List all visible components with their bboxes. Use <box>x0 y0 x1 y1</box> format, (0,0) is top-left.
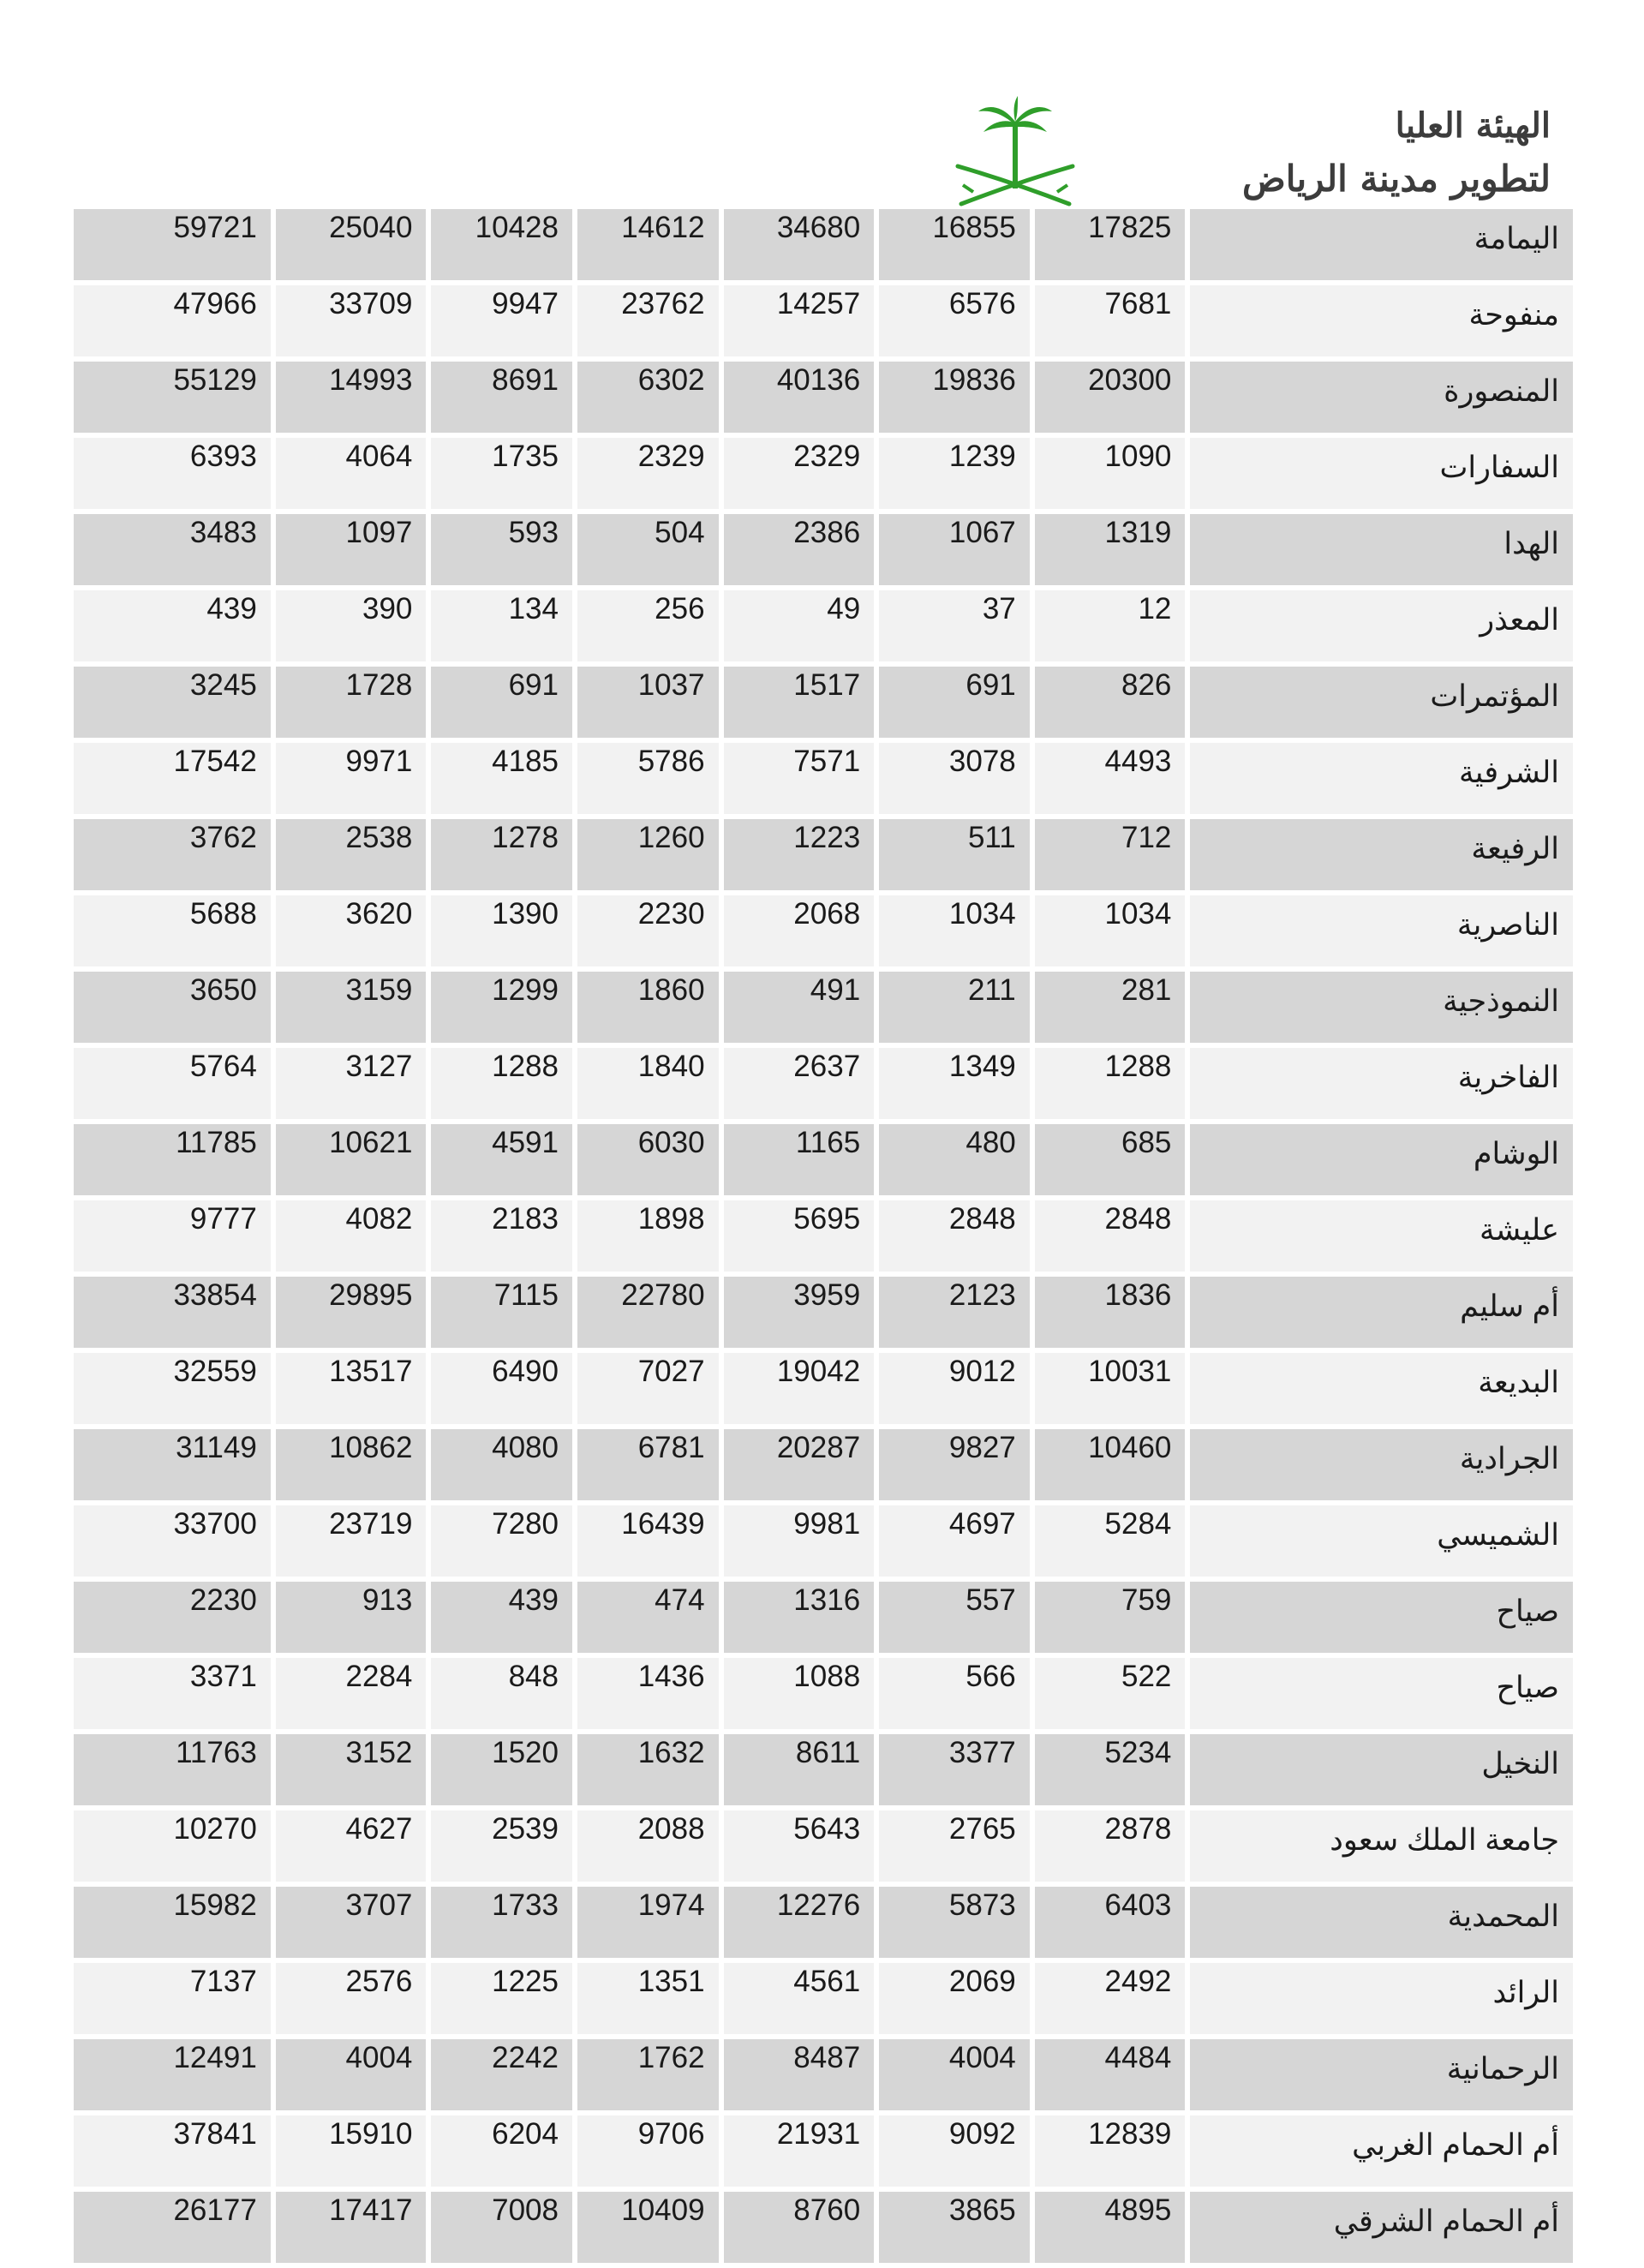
value-cell: 4484 <box>1035 2039 1186 2110</box>
value-cell: 2386 <box>724 514 875 585</box>
value-cell: 12 <box>1035 590 1186 661</box>
value-cell: 7008 <box>431 2192 572 2263</box>
value-cell: 12839 <box>1035 2115 1186 2187</box>
table-row <box>74 1429 1573 1500</box>
district-name-cell: البديعة <box>1190 1353 1573 1424</box>
value-cell: 685 <box>1035 1124 1186 1195</box>
value-cell: 7280 <box>431 1505 572 1577</box>
value-cell: 2878 <box>1035 1810 1186 1882</box>
district-name-cell: الجرادية <box>1190 1429 1573 1500</box>
value-cell: 2230 <box>577 895 719 966</box>
district-name-cell: الوشام <box>1190 1124 1573 1195</box>
value-cell: 3620 <box>276 895 427 966</box>
value-cell: 511 <box>879 819 1030 890</box>
value-cell: 4064 <box>276 438 427 509</box>
table-row <box>74 2039 1573 2110</box>
value-cell: 2088 <box>577 1810 719 1882</box>
district-name-cell: المنصورة <box>1190 362 1573 433</box>
value-cell: 2069 <box>879 1963 1030 2034</box>
value-cell: 2183 <box>431 1200 572 1272</box>
table-row <box>74 438 1573 509</box>
table-row <box>74 667 1573 738</box>
value-cell: 1034 <box>879 895 1030 966</box>
value-cell: 4591 <box>431 1124 572 1195</box>
value-cell: 10409 <box>577 2192 719 2263</box>
value-cell: 9092 <box>879 2115 1030 2187</box>
value-cell: 6403 <box>1035 1887 1186 1958</box>
value-cell: 3377 <box>879 1734 1030 1805</box>
value-cell: 2068 <box>724 895 875 966</box>
value-cell: 49 <box>724 590 875 661</box>
value-cell: 6393 <box>74 438 271 509</box>
value-cell: 1278 <box>431 819 572 890</box>
value-cell: 10031 <box>1035 1353 1186 1424</box>
district-name-cell: الهدا <box>1190 514 1573 585</box>
value-cell: 474 <box>577 1582 719 1653</box>
value-cell: 691 <box>431 667 572 738</box>
value-cell: 6576 <box>879 285 1030 356</box>
page-header <box>951 93 1551 212</box>
table-row <box>74 743 1573 814</box>
value-cell: 10862 <box>276 1429 427 1500</box>
value-cell: 6490 <box>431 1353 572 1424</box>
value-cell: 3650 <box>74 972 271 1043</box>
table-row <box>74 1048 1573 1119</box>
value-cell: 134 <box>431 590 572 661</box>
value-cell: 10621 <box>276 1124 427 1195</box>
value-cell: 848 <box>431 1658 572 1729</box>
value-cell: 5764 <box>74 1048 271 1119</box>
table-row <box>74 819 1573 890</box>
value-cell: 759 <box>1035 1582 1186 1653</box>
table-row <box>74 1277 1573 1348</box>
value-cell: 4080 <box>431 1429 572 1500</box>
value-cell: 4895 <box>1035 2192 1186 2263</box>
value-cell: 5695 <box>724 1200 875 1272</box>
value-cell: 12276 <box>724 1887 875 1958</box>
value-cell: 14612 <box>577 209 719 280</box>
value-cell: 25040 <box>276 209 427 280</box>
value-cell: 17417 <box>276 2192 427 2263</box>
value-cell: 9777 <box>74 1200 271 1272</box>
value-cell: 1351 <box>577 1963 719 2034</box>
value-cell: 8760 <box>724 2192 875 2263</box>
table-row <box>74 972 1573 1043</box>
value-cell: 2230 <box>74 1582 271 1653</box>
district-name-cell: عليشة <box>1190 1200 1573 1272</box>
district-name-cell: النموذجية <box>1190 972 1573 1043</box>
district-name-cell: جامعة الملك سعود <box>1190 1810 1573 1882</box>
district-name-cell: اليمامة <box>1190 209 1573 280</box>
value-cell: 32559 <box>74 1353 271 1424</box>
value-cell: 593 <box>431 514 572 585</box>
value-cell: 59721 <box>74 209 271 280</box>
value-cell: 12491 <box>74 2039 271 2110</box>
value-cell: 1067 <box>879 514 1030 585</box>
district-name-cell: المحمدية <box>1190 1887 1573 1958</box>
value-cell: 1520 <box>431 1734 572 1805</box>
value-cell: 11785 <box>74 1124 271 1195</box>
district-name-cell: أم الحمام الغربي <box>1190 2115 1573 2187</box>
value-cell: 7137 <box>74 1963 271 2034</box>
value-cell: 15982 <box>74 1887 271 1958</box>
district-name-cell: أم سليم <box>1190 1277 1573 1348</box>
value-cell: 1223 <box>724 819 875 890</box>
value-cell: 1974 <box>577 1887 719 1958</box>
value-cell: 33700 <box>74 1505 271 1577</box>
value-cell: 3865 <box>879 2192 1030 2263</box>
value-cell: 1390 <box>431 895 572 966</box>
value-cell: 14993 <box>276 362 427 433</box>
value-cell: 47966 <box>74 285 271 356</box>
table-row <box>74 285 1573 356</box>
value-cell: 7681 <box>1035 285 1186 356</box>
value-cell: 37841 <box>74 2115 271 2187</box>
value-cell: 2765 <box>879 1810 1030 1882</box>
value-cell: 1239 <box>879 438 1030 509</box>
table-row <box>74 1582 1573 1653</box>
value-cell: 11763 <box>74 1734 271 1805</box>
value-cell: 10270 <box>74 1810 271 1882</box>
value-cell: 826 <box>1035 667 1186 738</box>
table-row <box>74 1734 1573 1805</box>
value-cell: 1165 <box>724 1124 875 1195</box>
table-row <box>74 362 1573 433</box>
value-cell: 13517 <box>276 1353 427 1424</box>
district-name-cell: الرحمانية <box>1190 2039 1573 2110</box>
table-row <box>74 209 1573 280</box>
value-cell: 21931 <box>724 2115 875 2187</box>
table-row <box>74 1658 1573 1729</box>
district-name-cell: المعذر <box>1190 590 1573 661</box>
value-cell: 3959 <box>724 1277 875 1348</box>
value-cell: 1090 <box>1035 438 1186 509</box>
value-cell: 6302 <box>577 362 719 433</box>
value-cell: 17542 <box>74 743 271 814</box>
value-cell: 8611 <box>724 1734 875 1805</box>
value-cell: 913 <box>276 1582 427 1653</box>
value-cell: 439 <box>74 590 271 661</box>
value-cell: 23762 <box>577 285 719 356</box>
value-cell: 1728 <box>276 667 427 738</box>
value-cell: 40136 <box>724 362 875 433</box>
value-cell: 1316 <box>724 1582 875 1653</box>
value-cell: 6204 <box>431 2115 572 2187</box>
value-cell: 5873 <box>879 1887 1030 1958</box>
value-cell: 19836 <box>879 362 1030 433</box>
value-cell: 19042 <box>724 1353 875 1424</box>
district-name-cell: أم الحمام الشرقي <box>1190 2192 1573 2263</box>
value-cell: 1735 <box>431 438 572 509</box>
value-cell: 1034 <box>1035 895 1186 966</box>
value-cell: 4004 <box>879 2039 1030 2110</box>
table-row <box>74 1963 1573 2034</box>
value-cell: 390 <box>276 590 427 661</box>
value-cell: 29895 <box>276 1277 427 1348</box>
value-cell: 3159 <box>276 972 427 1043</box>
value-cell: 1632 <box>577 1734 719 1805</box>
value-cell: 5688 <box>74 895 271 966</box>
value-cell: 33709 <box>276 285 427 356</box>
value-cell: 6030 <box>577 1124 719 1195</box>
value-cell: 2242 <box>431 2039 572 2110</box>
district-name-cell: الناصرية <box>1190 895 1573 966</box>
value-cell: 9981 <box>724 1505 875 1577</box>
value-cell: 2329 <box>577 438 719 509</box>
table-row <box>74 1505 1573 1577</box>
value-cell: 1097 <box>276 514 427 585</box>
value-cell: 8487 <box>724 2039 875 2110</box>
value-cell: 1299 <box>431 972 572 1043</box>
value-cell: 23719 <box>276 1505 427 1577</box>
value-cell: 1037 <box>577 667 719 738</box>
district-name-cell: السفارات <box>1190 438 1573 509</box>
value-cell: 2538 <box>276 819 427 890</box>
value-cell: 211 <box>879 972 1030 1043</box>
value-cell: 2848 <box>879 1200 1030 1272</box>
district-name-cell: الفاخرية <box>1190 1048 1573 1119</box>
value-cell: 3707 <box>276 1887 427 1958</box>
value-cell: 9827 <box>879 1429 1030 1500</box>
value-cell: 2539 <box>431 1810 572 1882</box>
value-cell: 4185 <box>431 743 572 814</box>
value-cell: 9947 <box>431 285 572 356</box>
value-cell: 1288 <box>1035 1048 1186 1119</box>
value-cell: 5284 <box>1035 1505 1186 1577</box>
value-cell: 1088 <box>724 1658 875 1729</box>
value-cell: 4697 <box>879 1505 1030 1577</box>
value-cell: 31149 <box>74 1429 271 1500</box>
value-cell: 2576 <box>276 1963 427 2034</box>
value-cell: 14257 <box>724 285 875 356</box>
district-name-cell: المؤتمرات <box>1190 667 1573 738</box>
table-row <box>74 1810 1573 1882</box>
value-cell: 2637 <box>724 1048 875 1119</box>
value-cell: 3152 <box>276 1734 427 1805</box>
value-cell: 3762 <box>74 819 271 890</box>
value-cell: 22780 <box>577 1277 719 1348</box>
value-cell: 3078 <box>879 743 1030 814</box>
value-cell: 4082 <box>276 1200 427 1272</box>
value-cell: 256 <box>577 590 719 661</box>
value-cell: 20300 <box>1035 362 1186 433</box>
value-cell: 1836 <box>1035 1277 1186 1348</box>
district-name-cell: صياح <box>1190 1582 1573 1653</box>
value-cell: 10460 <box>1035 1429 1186 1500</box>
value-cell: 7027 <box>577 1353 719 1424</box>
organization-subtitle: لتطوير مدينة الرياض <box>1241 158 1551 200</box>
value-cell: 2284 <box>276 1658 427 1729</box>
palm-and-swords-emblem-icon <box>951 93 1079 212</box>
value-cell: 1225 <box>431 1963 572 2034</box>
value-cell: 712 <box>1035 819 1186 890</box>
value-cell: 3127 <box>276 1048 427 1119</box>
value-cell: 1288 <box>431 1048 572 1119</box>
value-cell: 17825 <box>1035 209 1186 280</box>
value-cell: 34680 <box>724 209 875 280</box>
value-cell: 2848 <box>1035 1200 1186 1272</box>
value-cell: 281 <box>1035 972 1186 1043</box>
table-row <box>74 1353 1573 1424</box>
table-row <box>74 1200 1573 1272</box>
value-cell: 1260 <box>577 819 719 890</box>
table-row <box>74 1124 1573 1195</box>
organization-name: الهيئة العليا <box>1395 105 1551 146</box>
value-cell: 3245 <box>74 667 271 738</box>
value-cell: 9012 <box>879 1353 1030 1424</box>
value-cell: 3483 <box>74 514 271 585</box>
value-cell: 1860 <box>577 972 719 1043</box>
value-cell: 2329 <box>724 438 875 509</box>
district-name-cell: الشرفية <box>1190 743 1573 814</box>
value-cell: 4493 <box>1035 743 1186 814</box>
district-name-cell: منفوحة <box>1190 285 1573 356</box>
value-cell: 55129 <box>74 362 271 433</box>
value-cell: 10428 <box>431 209 572 280</box>
value-cell: 491 <box>724 972 875 1043</box>
value-cell: 4004 <box>276 2039 427 2110</box>
value-cell: 33854 <box>74 1277 271 1348</box>
district-name-cell: صياح <box>1190 1658 1573 1729</box>
value-cell: 37 <box>879 590 1030 661</box>
value-cell: 2492 <box>1035 1963 1186 2034</box>
value-cell: 16439 <box>577 1505 719 1577</box>
value-cell: 522 <box>1035 1658 1186 1729</box>
value-cell: 566 <box>879 1658 1030 1729</box>
value-cell: 20287 <box>724 1429 875 1500</box>
table-row <box>74 590 1573 661</box>
district-statistics-table <box>74 209 1573 2263</box>
district-name-cell: الرفيعة <box>1190 819 1573 890</box>
value-cell: 4561 <box>724 1963 875 2034</box>
district-name-cell: الرائد <box>1190 1963 1573 2034</box>
district-name-cell: النخيل <box>1190 1734 1573 1805</box>
value-cell: 1436 <box>577 1658 719 1729</box>
value-cell: 2123 <box>879 1277 1030 1348</box>
table-row <box>74 514 1573 585</box>
value-cell: 9706 <box>577 2115 719 2187</box>
value-cell: 5786 <box>577 743 719 814</box>
district-name-cell: الشميسي <box>1190 1505 1573 1577</box>
value-cell: 1733 <box>431 1887 572 1958</box>
value-cell: 9971 <box>276 743 427 814</box>
value-cell: 16855 <box>879 209 1030 280</box>
value-cell: 1349 <box>879 1048 1030 1119</box>
value-cell: 504 <box>577 514 719 585</box>
value-cell: 557 <box>879 1582 1030 1653</box>
value-cell: 15910 <box>276 2115 427 2187</box>
value-cell: 6781 <box>577 1429 719 1500</box>
value-cell: 5234 <box>1035 1734 1186 1805</box>
value-cell: 691 <box>879 667 1030 738</box>
value-cell: 1319 <box>1035 514 1186 585</box>
value-cell: 1762 <box>577 2039 719 2110</box>
value-cell: 480 <box>879 1124 1030 1195</box>
value-cell: 5643 <box>724 1810 875 1882</box>
table-row <box>74 895 1573 966</box>
value-cell: 26177 <box>74 2192 271 2263</box>
value-cell: 1840 <box>577 1048 719 1119</box>
value-cell: 7571 <box>724 743 875 814</box>
value-cell: 4627 <box>276 1810 427 1882</box>
table-row <box>74 2115 1573 2187</box>
table-row <box>74 1887 1573 1958</box>
value-cell: 1898 <box>577 1200 719 1272</box>
value-cell: 1517 <box>724 667 875 738</box>
value-cell: 439 <box>431 1582 572 1653</box>
value-cell: 8691 <box>431 362 572 433</box>
table-row <box>74 2192 1573 2263</box>
value-cell: 3371 <box>74 1658 271 1729</box>
value-cell: 7115 <box>431 1277 572 1348</box>
